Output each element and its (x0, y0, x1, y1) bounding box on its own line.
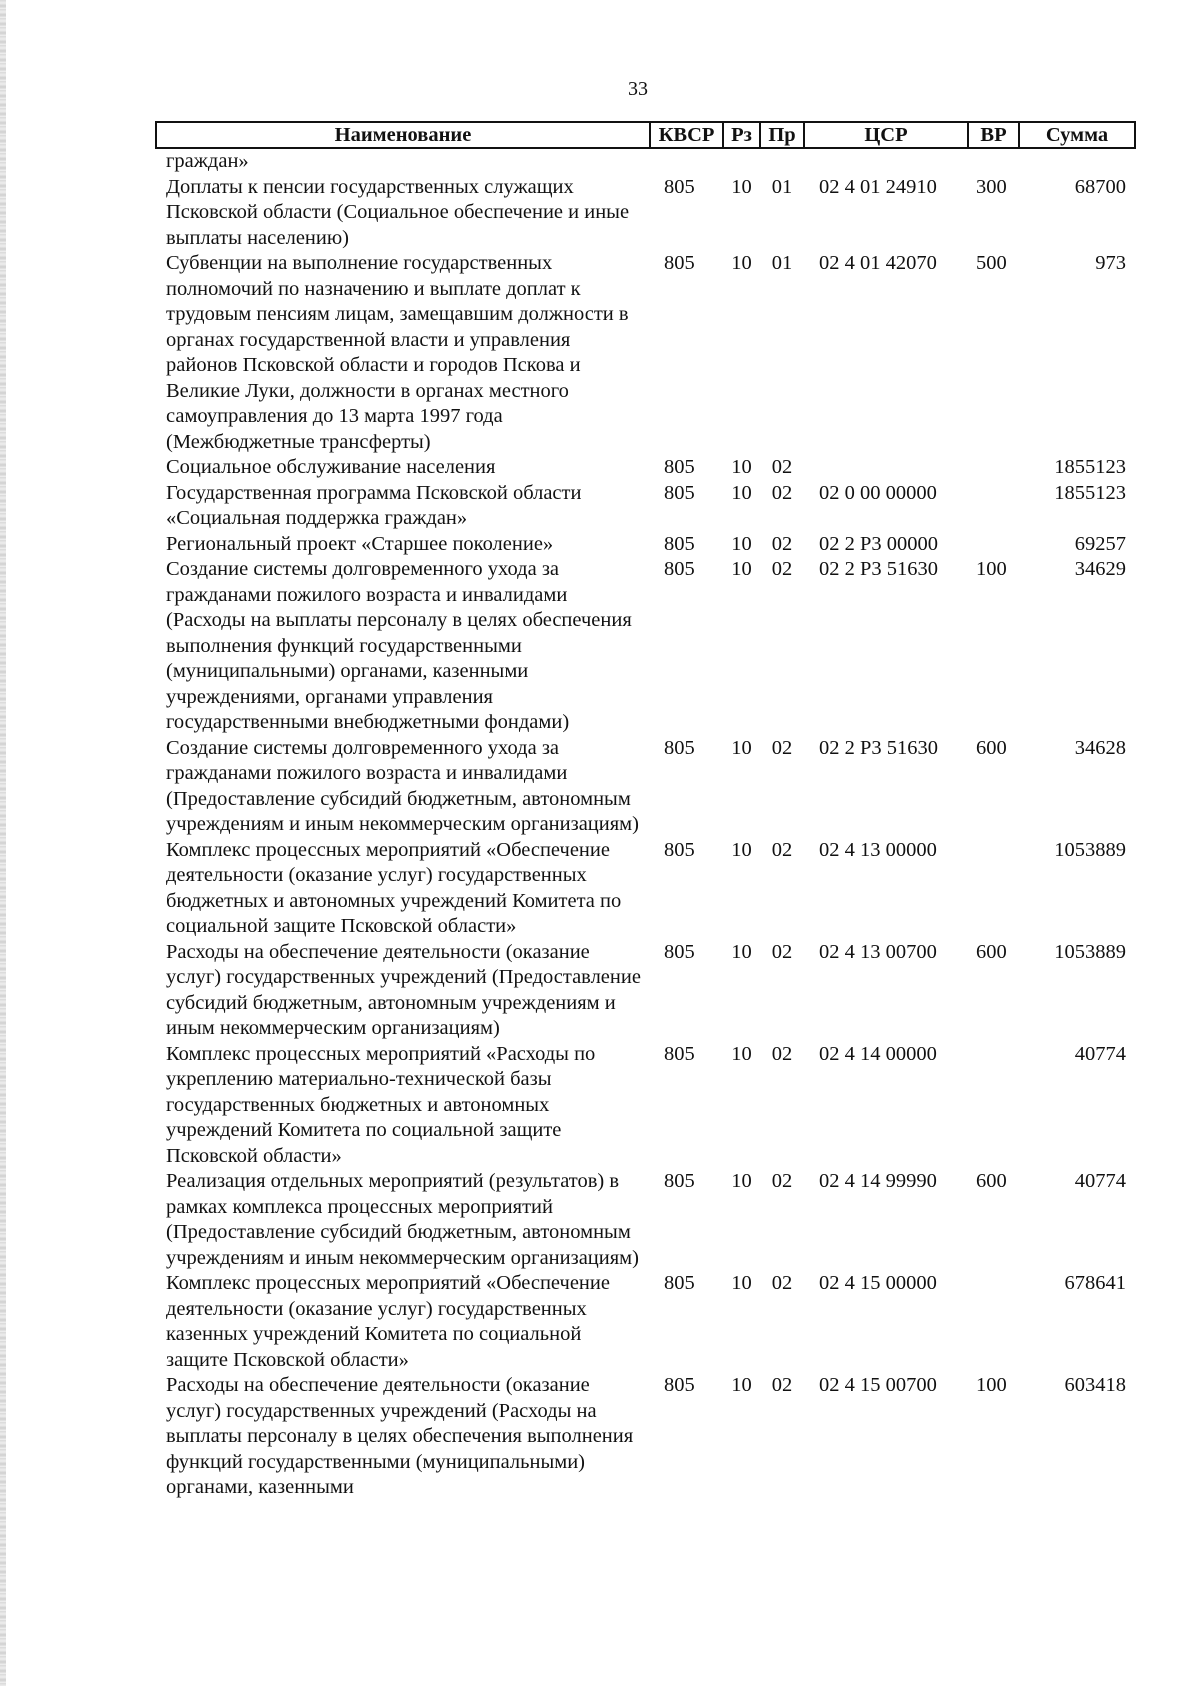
row-name-cell: Реализация отдельных мероприятий (результатов) в рамках комплекса процессных мероприятий (Предоставление субсидий бюджетным, автономным учреждениям и иным некоммерческим организациям) (166, 1170, 639, 1269)
row-name-cell: Доплаты к пенсии государственных служащих Псковской области (Социальное обеспечение и иные выплаты населению) (166, 175, 630, 249)
header-csr: ЦСР (804, 122, 968, 148)
row-rz-cell: 10 (731, 252, 752, 274)
row-pr-cell: 02 (771, 481, 793, 504)
row-vr-cell: 600 (976, 940, 1007, 963)
row-name-cell: Расходы на обеспечение деятельности (оказание услуг) государственных учреждений (Предоставление субсидий бюджетным, автономным учреждениям и иным некоммерческим организациям) (166, 940, 641, 1039)
row-pr-cell: 02 (771, 532, 793, 555)
row-sum-cell: 973 (1095, 252, 1126, 274)
table-row (156, 532, 1135, 558)
row-csr-cell: 02 4 14 00000 (819, 1042, 937, 1065)
row-name-cell: Региональный проект «Старшее поколение» (166, 532, 554, 555)
row-name-cell: Государственная программа Псковской области «Социальная поддержка граждан» (166, 481, 582, 529)
table-row (156, 940, 1135, 1042)
row-csr-cell: 02 4 13 00700 (819, 940, 937, 963)
row-vr-cell: 500 (976, 252, 1007, 274)
row-pr-cell: 02 (771, 1170, 793, 1192)
row-sum-cell: 678641 (1064, 1272, 1126, 1294)
row-kvsr-cell: 805 (664, 558, 695, 580)
row-kvsr-cell: 805 (664, 252, 695, 274)
row-csr-cell: 02 2 P3 51630 (819, 736, 939, 759)
table-row (156, 251, 1135, 455)
row-csr-cell: 02 4 01 42070 (819, 252, 937, 274)
row-sum-cell: 34628 (1074, 736, 1126, 759)
table-row (156, 1042, 1135, 1170)
row-csr-cell: 02 2 P3 00000 (819, 532, 939, 555)
row-rz-cell: 10 (731, 175, 752, 198)
row-sum-cell: 40774 (1074, 1170, 1126, 1192)
row-rz-cell: 10 (731, 736, 752, 759)
row-sum-cell: 1053889 (1054, 838, 1126, 861)
table-row (156, 481, 1135, 532)
row-kvsr-cell: 805 (664, 175, 695, 198)
row-vr-cell: 300 (976, 175, 1007, 198)
row-kvsr-cell: 805 (664, 838, 695, 861)
row-vr-cell: 100 (976, 558, 1007, 580)
row-vr-cell: 100 (976, 1374, 1007, 1396)
row-name-cell: Создание системы долговременного ухода за гражданами пожилого возраста и инвалидами (Предоставление субсидий бюджетным, автономным учреждениям и иным некоммерческим организациям) (166, 736, 639, 835)
row-vr-cell (968, 532, 1019, 558)
row-pr-cell: 02 (771, 456, 793, 478)
row-vr-cell (968, 1271, 1019, 1373)
budget-table (155, 121, 1136, 1501)
row-rz-cell: 10 (731, 481, 752, 504)
table-row (156, 1169, 1135, 1271)
page-number: 33 (628, 78, 648, 100)
row-sum-cell: 69257 (1074, 532, 1126, 555)
header-pr: Пр (760, 122, 804, 148)
row-csr-cell: 02 0 00 00000 (819, 481, 937, 504)
header-rz: Рз (723, 122, 760, 148)
row-vr-cell: 600 (976, 1170, 1007, 1192)
row-sum-cell: 1053889 (1054, 940, 1126, 963)
table-row (156, 1271, 1135, 1373)
row-name-cell: граждан» (166, 150, 249, 172)
row-pr-cell: 02 (771, 838, 793, 861)
table-row (156, 838, 1135, 940)
row-vr-cell (968, 838, 1019, 940)
row-vr-cell (968, 481, 1019, 532)
header-vr: ВР (968, 122, 1019, 148)
table-row (156, 1373, 1135, 1501)
row-name-cell: Комплекс процессных мероприятий «Обеспечение деятельности (оказание услуг) государственных бюджетных и автономных учреждений Комитета по социальной защите Псковской области» (166, 838, 622, 937)
row-name-cell: Комплекс процессных мероприятий «Расходы по укреплению материально-технической базы государственных бюджетных и автономных учреждений Комитета по социальной защите Псковской области» (166, 1042, 596, 1167)
row-sum-cell: 34629 (1074, 558, 1126, 580)
row-kvsr-cell: 805 (664, 481, 695, 504)
row-csr-cell: 02 4 15 00700 (819, 1374, 937, 1396)
row-vr-cell (968, 148, 1019, 175)
table-row (156, 455, 1135, 481)
header-name: Наименование (156, 122, 650, 148)
row-sum-cell: 1855123 (1054, 456, 1126, 478)
row-csr-cell: 02 4 13 00000 (819, 838, 937, 861)
row-rz-cell: 10 (731, 838, 752, 861)
row-csr-cell (804, 148, 968, 175)
row-rz-cell: 10 (731, 558, 752, 580)
row-kvsr-cell: 805 (664, 736, 695, 759)
row-csr-cell: 02 4 14 99990 (819, 1170, 937, 1192)
row-sum-cell: 68700 (1074, 175, 1126, 198)
row-kvsr-cell: 805 (664, 1042, 695, 1065)
row-name-cell: Субвенции на выполнение государственных полномочий по назначению и выплате доплат к трудовым пенсиям лицам, замещавшим должности в органах государственной власти и управления районов Псковской области и городов Пскова и Великие Луки, должности в органах местного самоуправления до 13 марта 1997 года (Межбюджетные трансферты) (166, 252, 629, 453)
header-kvsr: КВСР (650, 122, 723, 148)
row-rz-cell: 10 (731, 1272, 752, 1294)
row-rz-cell: 10 (731, 940, 752, 963)
row-csr-cell: 02 4 15 00000 (819, 1272, 937, 1294)
scan-edge-artifact (0, 0, 6, 1686)
row-vr-cell (968, 1042, 1019, 1170)
table-row (156, 736, 1135, 838)
row-name-cell: Комплекс процессных мероприятий «Обеспечение деятельности (оказание услуг) государственных казенных учреждений Комитета по социальной защите Псковской области» (166, 1272, 610, 1371)
row-kvsr-cell: 805 (664, 1170, 695, 1192)
row-sum-cell: 1855123 (1054, 481, 1126, 504)
row-rz-cell: 10 (731, 1374, 752, 1396)
row-kvsr-cell: 805 (664, 940, 695, 963)
row-pr-cell: 02 (771, 1374, 793, 1396)
row-csr-cell: 02 2 P3 51630 (819, 558, 939, 580)
row-vr-cell: 600 (976, 736, 1007, 759)
row-name-cell: Создание системы долговременного ухода за гражданами пожилого возраста и инвалидами (Расходы на выплаты персоналу в целях обеспечения выполнения функций государственными (муниципальными) органами, казенными учреждениями, органами управления государственными внебюджетными фондами) (166, 558, 632, 733)
row-pr-cell: 01 (771, 252, 793, 274)
table-body (156, 148, 1135, 1501)
row-pr-cell (760, 148, 804, 175)
row-pr-cell: 02 (771, 736, 793, 759)
row-sum-cell: 40774 (1074, 1042, 1126, 1065)
row-pr-cell: 02 (771, 1272, 793, 1294)
row-pr-cell: 02 (771, 940, 793, 963)
row-pr-cell: 01 (771, 175, 793, 198)
row-pr-cell: 02 (771, 558, 793, 580)
row-vr-cell (968, 455, 1019, 481)
row-sum-cell: 603418 (1064, 1374, 1126, 1396)
row-pr-cell: 02 (771, 1042, 793, 1065)
row-kvsr-cell: 805 (664, 1374, 695, 1396)
row-csr-cell: 02 4 01 24910 (819, 175, 937, 198)
row-rz-cell: 10 (731, 1170, 752, 1192)
row-rz-cell: 10 (731, 1042, 752, 1065)
header-sum: Сумма (1019, 122, 1135, 148)
row-kvsr-cell: 805 (664, 456, 695, 478)
table-row (156, 148, 1135, 175)
row-kvsr-cell: 805 (664, 1272, 695, 1294)
row-sum-cell (1019, 148, 1135, 175)
row-kvsr-cell: 805 (664, 532, 695, 555)
row-rz-cell (723, 148, 760, 175)
row-csr-cell (804, 455, 968, 481)
table-header-row (156, 122, 1135, 148)
row-name-cell: Расходы на обеспечение деятельности (оказание услуг) государственных учреждений (Расходы на выплаты персоналу в целях обеспечения выполнения функций государственными (муниципальными) органами, казенными (166, 1374, 634, 1498)
row-name-cell: Социальное обслуживание населения (166, 456, 496, 478)
row-rz-cell: 10 (731, 532, 752, 555)
row-rz-cell: 10 (731, 456, 752, 478)
row-kvsr-cell (650, 148, 723, 175)
table-row (156, 175, 1135, 252)
table-row (156, 557, 1135, 736)
